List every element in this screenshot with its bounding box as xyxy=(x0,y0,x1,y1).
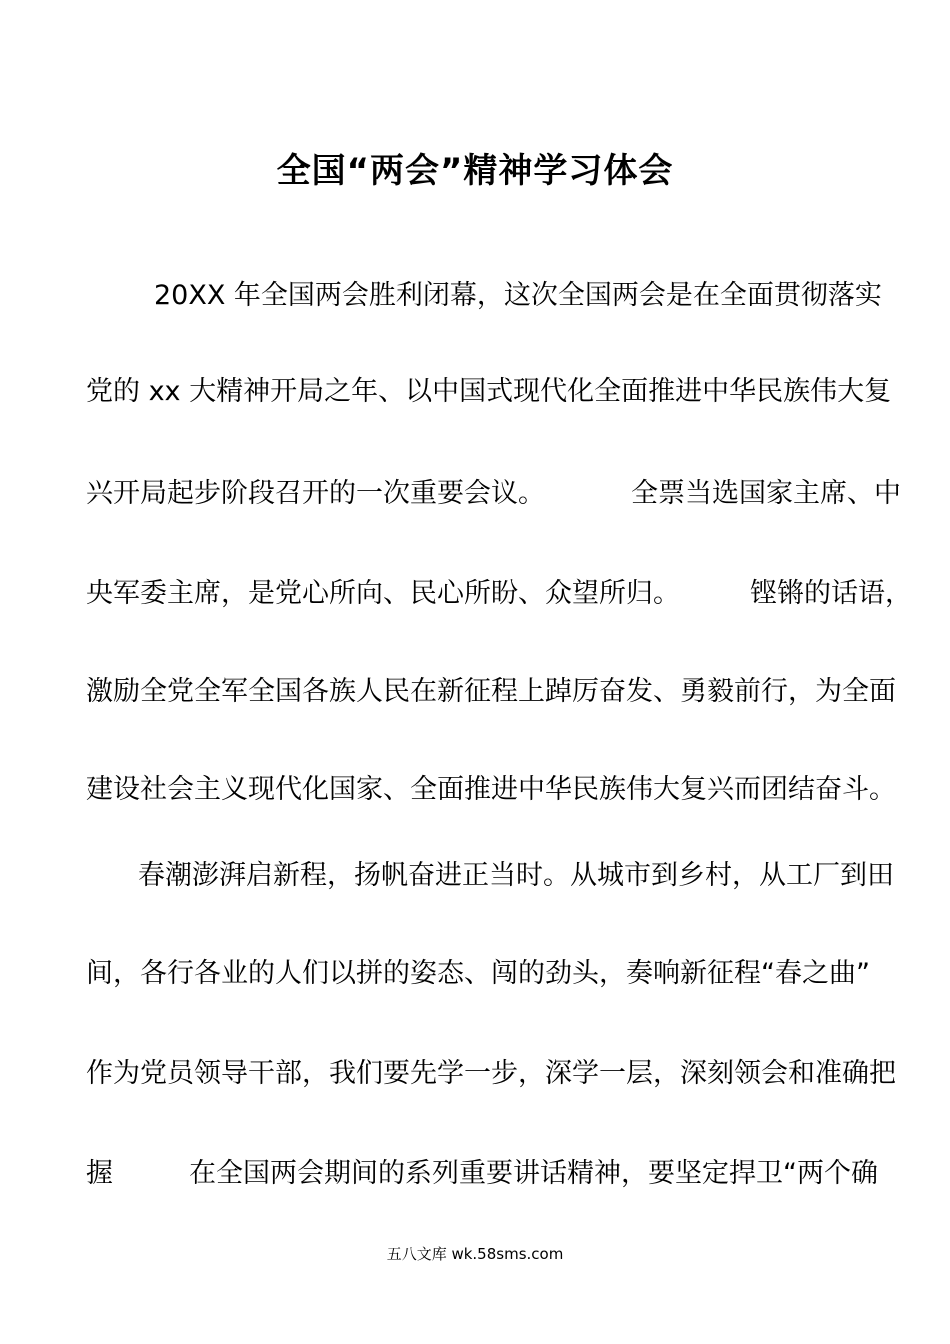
paragraph-line-8 xyxy=(86,954,870,994)
line-text: 20XX 年全国两会胜利闭幕，这次全国两会是在全面贯彻落实 xyxy=(154,280,882,311)
paragraph-line-1 xyxy=(154,276,882,316)
paragraph-line-9 xyxy=(86,1054,896,1094)
line-text-continued: 在全国两会期间的系列重要讲话精神，要坚定捍卫“两个确 xyxy=(189,1158,878,1189)
line-text: 间，各行各业的人们以拼的姿态、闯的劲头，奏响新征程“春之曲” xyxy=(86,958,870,989)
line-text: 作为党员领导干部，我们要先学一步，深学一层，深刻领会和准确把 xyxy=(86,1058,896,1089)
line-text: 春潮澎湃启新程，扬帆奋进正当时。从城市到乡村，从工厂到田 xyxy=(138,860,894,891)
line-text: 建设社会主义现代化国家、全面推进中华民族伟大复兴而团结奋斗。 xyxy=(86,774,896,805)
paragraph-line-3 xyxy=(86,474,901,514)
paragraph-line-7 xyxy=(138,856,894,896)
line-text: 党的 xx 大精神开局之年、以中国式现代化全面推进中华民族伟大复 xyxy=(86,376,892,407)
paragraph-line-2 xyxy=(86,372,891,412)
line-text: 激励全党全军全国各族人民在新征程上踔厉奋发、勇毅前行，为全面 xyxy=(86,676,896,707)
footer-watermark: 五八文库 wk.58sms.com xyxy=(386,1245,564,1263)
line-text: 央军委主席，是党心所向、民心所盼、众望所归。 xyxy=(86,578,680,609)
line-text-continued: 全票当选国家主席、中 xyxy=(631,478,901,509)
line-text: 兴开局起步阶段召开的一次重要会议。 xyxy=(86,478,545,509)
paragraph-line-5 xyxy=(86,672,896,712)
document-title: 全国“两会”精神学习体会 xyxy=(276,151,674,191)
paragraph-line-6 xyxy=(86,770,896,810)
line-text-continued: 铿锵的话语， xyxy=(750,578,912,609)
paragraph-line-10 xyxy=(86,1154,878,1194)
line-text: 握 xyxy=(86,1158,113,1189)
paragraph-line-4 xyxy=(86,574,912,614)
